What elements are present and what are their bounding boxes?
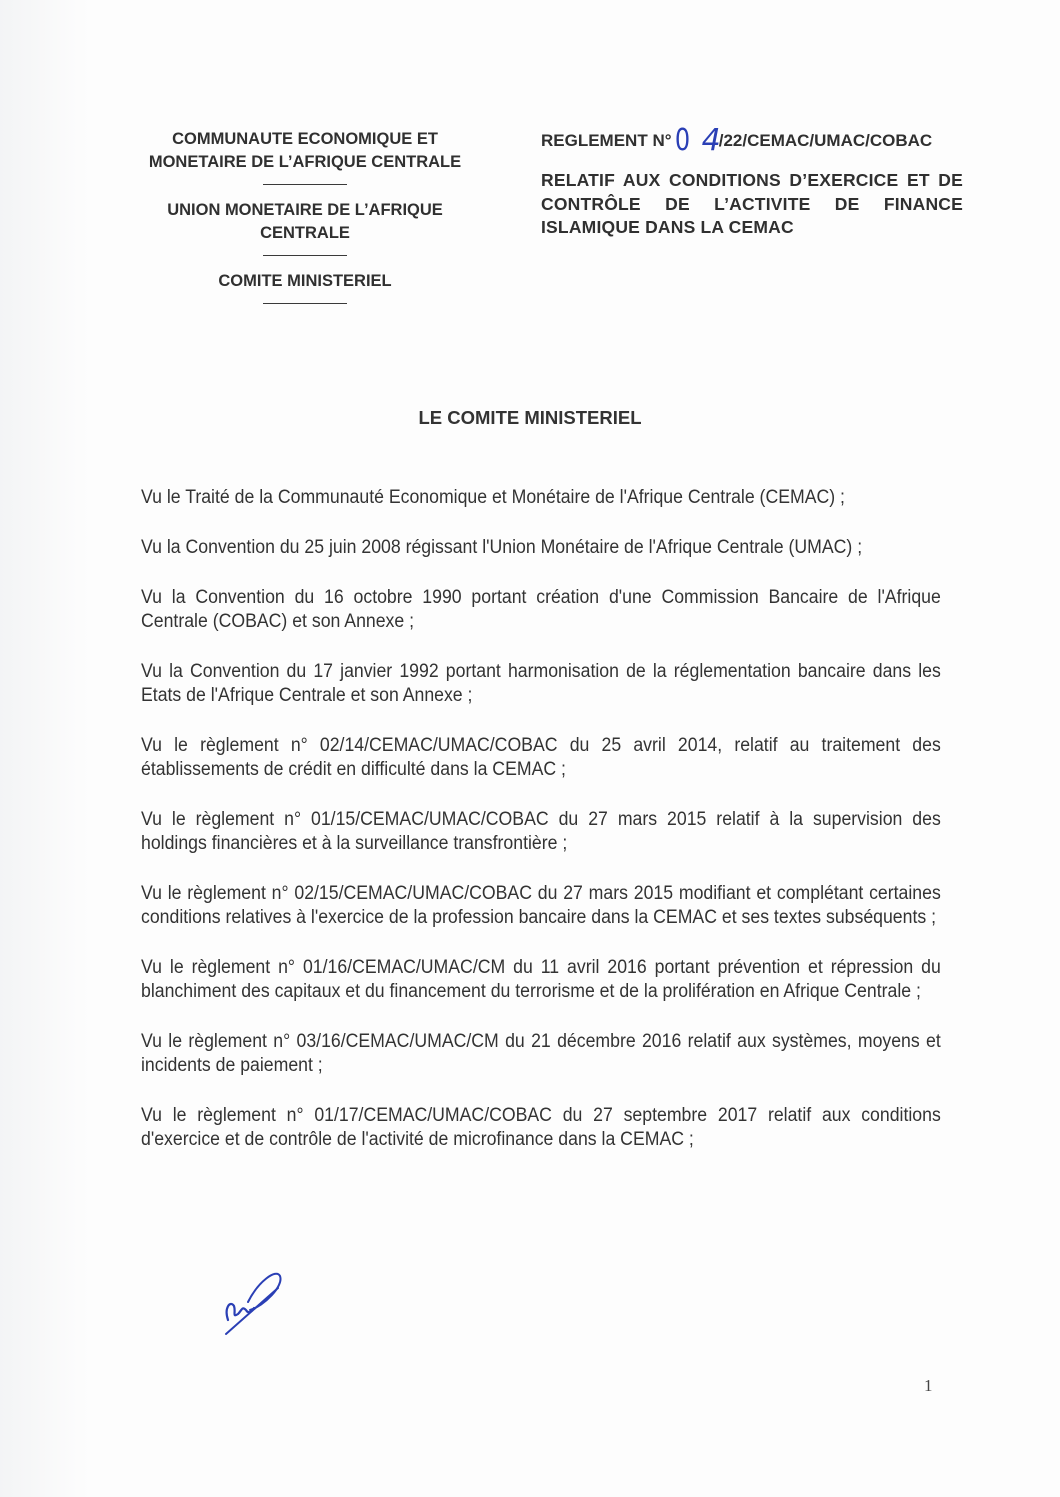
considerant-item: Vu la Convention du 25 juin 2008 régissant l'Union Monétaire de l'Afrique Centrale (UMAC) ; [141,537,863,558]
handwritten-digit-4: 4 [701,123,721,158]
regulation-header [541,124,963,240]
regulation-prefix: REGLEMENT N° [541,131,672,150]
handwritten-digit-0: 0 [674,123,690,158]
community-line-2: MONETAIRE DE L’AFRIQUE CENTRALE [148,153,462,171]
page-number: 1 [924,1376,933,1395]
document-title: LE COMITE MINISTERIEL [418,407,642,428]
considerant-item: Vu le règlement n° 02/14/CEMAC/UMAC/COBAC du 25 avril 2014, relatif au traitement des établissements de crédit en difficulté dans la CEMAC ; [141,735,941,780]
considerant-item: Vu le règlement n° 01/15/CEMAC/UMAC/COBAC du 27 mars 2015 relatif à la supervision des holdings financières et à la surveillance transfrontière ; [141,809,941,854]
union-line-1: UNION MONETAIRE DE L’AFRIQUE [167,201,443,219]
regulation-number [541,124,963,158]
considerant-item: Vu le règlement n° 01/17/CEMAC/UMAC/COBAC du 27 septembre 2017 relatif aux conditions d'exercice et de contrôle de l'activité de microfinance dans la CEMAC ; [141,1105,941,1150]
community-line-1: COMMUNAUTE ECONOMIQUE ET [172,130,438,148]
separator-rule [263,255,347,256]
issuer-block [110,128,500,318]
union-line-2: CENTRALE [260,224,350,242]
considerant-item: Vu le règlement n° 03/16/CEMAC/UMAC/CM du 21 décembre 2016 relatif aux systèmes, moyens et incidents de paiement ; [141,1031,941,1076]
regulation-subject: RELATIF AUX CONDITIONS D’EXERCICE ET DE CONTRÔLE DE L’ACTIVITE DE FINANCE ISLAMIQUE DANS LA CEMAC [541,170,963,237]
considerants-list [141,486,941,1152]
committee-name: COMITE MINISTERIEL [218,272,392,290]
considerant-item: Vu le règlement n° 02/15/CEMAC/UMAC/COBAC du 27 mars 2015 modifiant et complétant certaines conditions relatives à l'exercice de la profession bancaire dans la CEMAC et ses textes subséquents ; [141,883,941,928]
separator-rule [263,303,347,304]
considerant-item: Vu la Convention du 16 octobre 1990 portant création d'une Commission Bancaire de l'Afrique Centrale (COBAC) et son Annexe ; [141,587,941,632]
considerant-item: Vu le Traité de la Communauté Economique et Monétaire de l'Afrique Centrale (CEMAC) ; [141,487,845,508]
considerant-item: Vu la Convention du 17 janvier 1992 portant harmonisation de la réglementation bancaire dans les Etats de l'Afrique Centrale et son Annexe ; [141,661,941,706]
separator-rule [263,184,347,185]
considerant-item: Vu le règlement n° 01/16/CEMAC/UMAC/CM du 11 avril 2016 portant prévention et répression du blanchiment des capitaux et du financement du terrorisme et de la prolifération en Afrique Centrale ; [141,957,941,1002]
scan-shadow [0,0,90,1497]
regulation-suffix: /22/CEMAC/UMAC/COBAC [718,131,933,150]
initials-signature-icon [218,1262,288,1337]
